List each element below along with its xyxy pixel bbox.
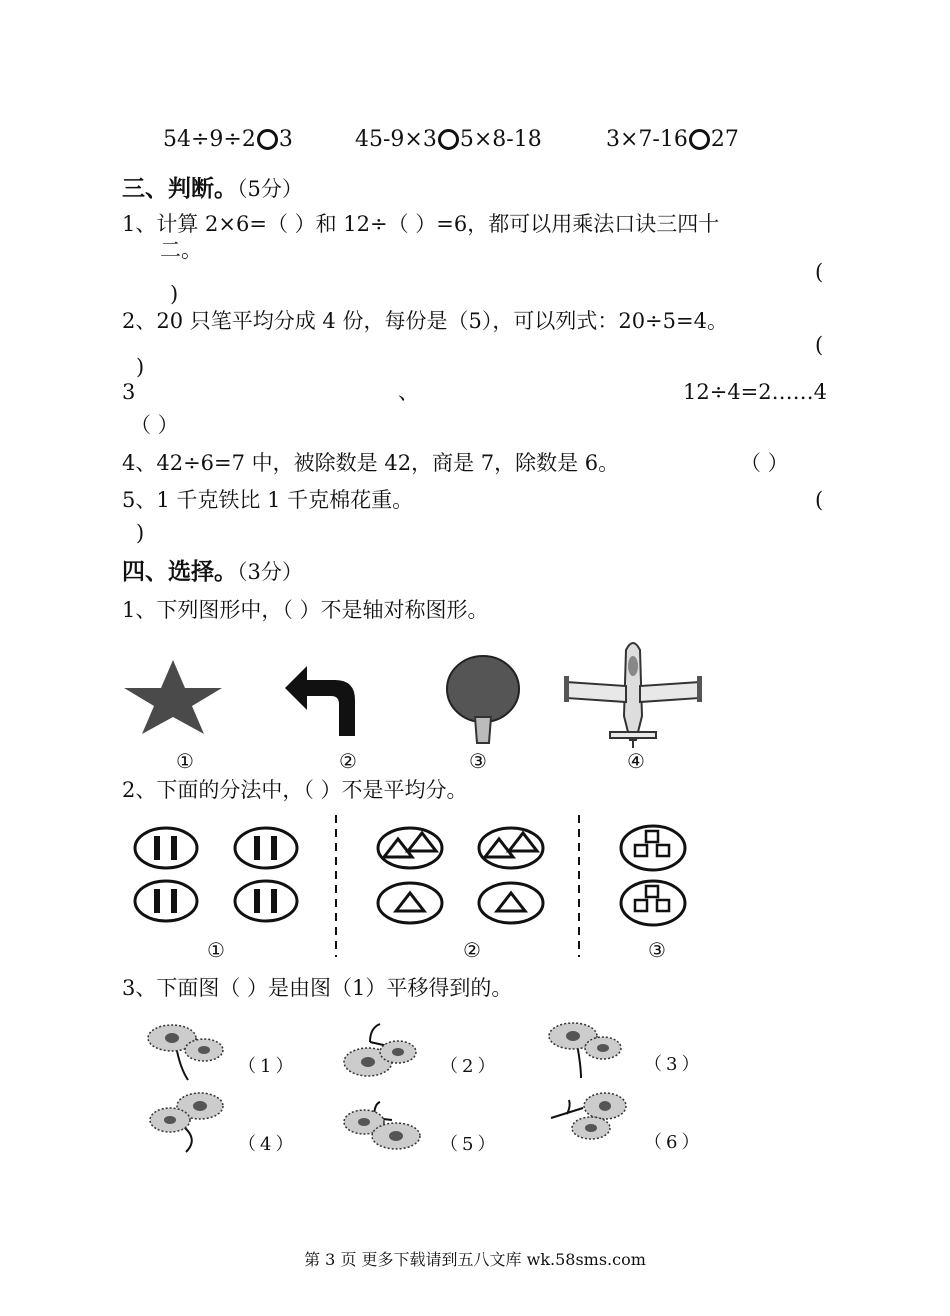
flower-figure-1 — [140, 1018, 240, 1084]
judge-q4: 4、42÷6=7 中，被除数是 42，商是 7，除数是 6。 — [122, 451, 620, 475]
section3-heading: 三、判断。（5分） — [122, 176, 303, 202]
q2-label-2[interactable]: ② — [463, 938, 481, 962]
flower-figure-5 — [340, 1094, 440, 1160]
triangles-group-2 — [374, 815, 554, 935]
judge-q5: 5、1 千克铁比 1 千克棉花重。 — [122, 488, 414, 512]
flower-label-2[interactable]: （2） — [440, 1056, 500, 1077]
judge-q1-paren-open[interactable]: ( — [815, 260, 824, 284]
judge-q2-paren-open[interactable]: ( — [815, 333, 824, 357]
judge-q2-paren-close[interactable]: ) — [136, 355, 145, 379]
choice-q3: 3、下面图（ ）是由图（1）平移得到的。 — [122, 976, 513, 1000]
turn-left-arrow-shape — [283, 662, 359, 738]
judge-q4-paren[interactable]: （ ） — [740, 451, 789, 475]
compare-circle-2[interactable] — [438, 129, 459, 150]
judge-q3-number: 3 — [122, 380, 136, 404]
judge-q1-paren-close[interactable]: ) — [170, 282, 179, 306]
q1-label-2[interactable]: ② — [339, 749, 357, 773]
compare-circle-3[interactable] — [689, 129, 710, 150]
judge-q5-paren-close[interactable]: ) — [136, 521, 145, 545]
flower-label-6[interactable]: （6） — [644, 1132, 704, 1153]
flower-figure-2 — [340, 1018, 440, 1084]
judge-q3-paren[interactable]: （ ） — [130, 413, 179, 437]
q1-label-3[interactable]: ③ — [469, 749, 487, 773]
bars-group-1 — [130, 815, 310, 935]
divider-1 — [333, 815, 339, 957]
q2-label-3[interactable]: ③ — [648, 938, 666, 962]
airplane-shape — [562, 636, 704, 750]
flower-label-4[interactable]: （4） — [238, 1134, 298, 1155]
ping-pong-paddle-shape — [443, 655, 523, 747]
judge-q5-paren-open[interactable]: ( — [815, 488, 824, 512]
choice-q2: 2、下面的分法中，（ ）不是平均分。 — [122, 778, 468, 802]
star-shape — [122, 658, 224, 736]
judge-q1: 1、计算 2×6=（ ）和 12÷（ ）=6，都可以用乘法口诀三四十 — [122, 212, 720, 236]
flower-label-5[interactable]: （5） — [440, 1134, 500, 1155]
q1-label-1[interactable]: ① — [176, 749, 194, 773]
divider-2 — [576, 815, 582, 957]
squares-group-3 — [615, 815, 695, 935]
flower-figure-6 — [543, 1086, 643, 1152]
page-footer: 第 3 页 更多下载请到五八文库 wk.58sms.com — [304, 1250, 646, 1269]
judge-q2: 2、20 只笔平均分成 4 份，每份是（5），可以列式：20÷5=4。 — [122, 309, 728, 333]
flower-figure-4 — [140, 1090, 240, 1156]
choice-q1: 1、下列图形中，（ ）不是轴对称图形。 — [122, 598, 489, 622]
q2-label-1[interactable]: ① — [207, 938, 225, 962]
judge-q3-expr: 12÷4=2……4 — [683, 380, 827, 404]
judge-q3-comma: 、 — [398, 380, 419, 404]
compare-circle-1[interactable] — [257, 129, 278, 150]
flower-label-1[interactable]: （1） — [238, 1056, 298, 1077]
compare-expr-3: 3×7-16 27 — [606, 127, 739, 152]
compare-expr-1: 54÷9÷2 3 — [163, 127, 293, 152]
section4-heading: 四、选择。（3分） — [122, 559, 303, 585]
flower-figure-3 — [543, 1016, 643, 1082]
q1-label-4[interactable]: ④ — [627, 749, 645, 773]
judge-q1-cont: 二。 — [160, 238, 202, 262]
flower-label-3[interactable]: （3） — [644, 1054, 704, 1075]
compare-expr-2: 45-9×3 5×8-18 — [355, 127, 542, 152]
